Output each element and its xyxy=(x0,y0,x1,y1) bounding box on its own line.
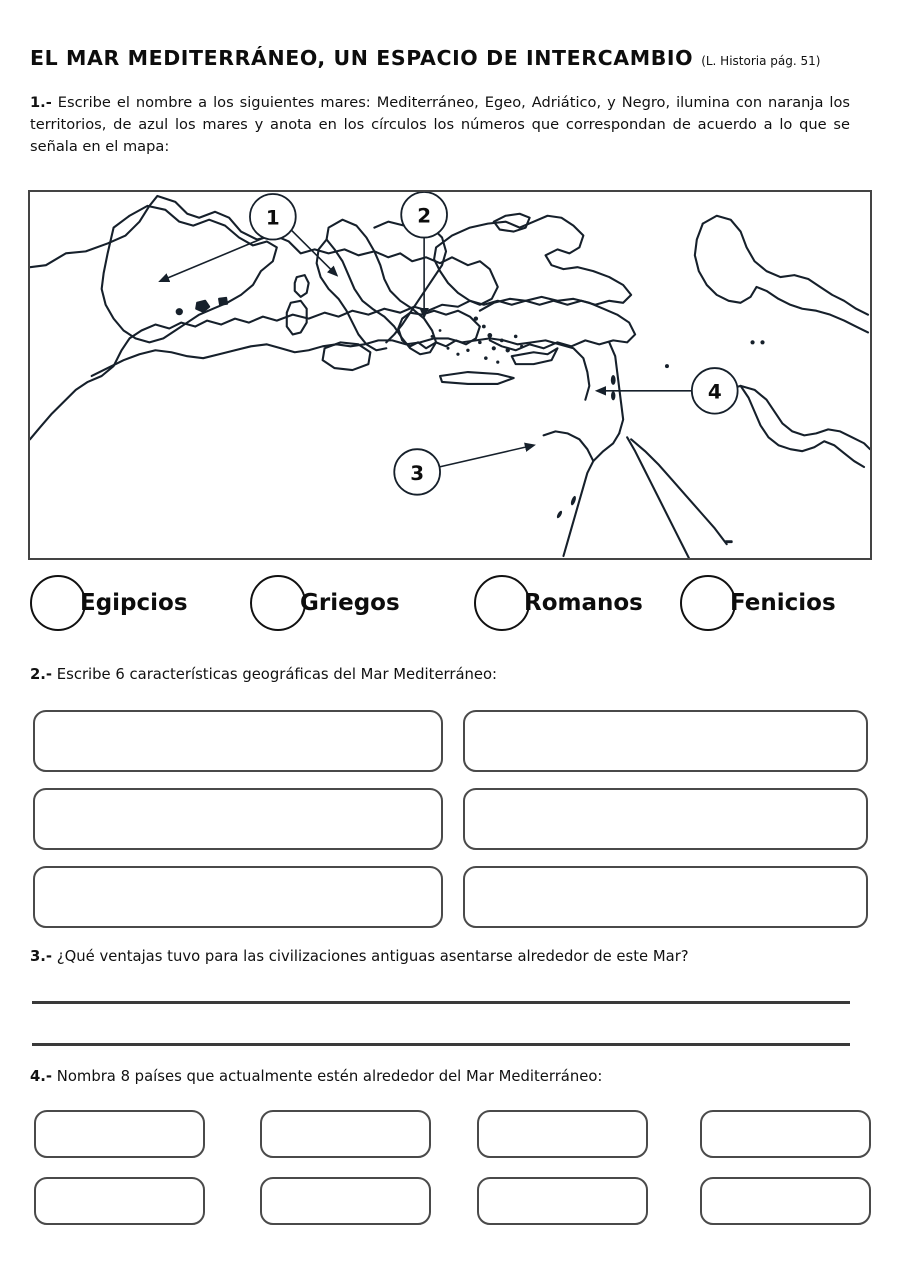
coast-redsea-east xyxy=(631,439,727,544)
coast-greece xyxy=(398,311,480,349)
question-2-prompt xyxy=(30,666,497,683)
question-4-answer-box-4[interactable] xyxy=(700,1110,871,1158)
question-4-answer-box-5[interactable] xyxy=(34,1177,205,1225)
page-title-main: EL MAR MEDITERRÁNEO, UN ESPACIO DE INTERCAMBIO xyxy=(30,46,694,70)
legend-circle-egipcios[interactable] xyxy=(30,575,86,631)
question-2-answer-box-5[interactable] xyxy=(33,866,443,928)
question-1-number: 1.- xyxy=(30,94,52,111)
question-3-answer-line-2[interactable] xyxy=(32,1043,850,1046)
island-crete xyxy=(440,372,514,384)
question-3-answer-line-1[interactable] xyxy=(32,1001,850,1004)
legend-label-egipcios: Egipcios xyxy=(80,590,188,616)
island-cyprus xyxy=(512,348,558,364)
mediterranean-map[interactable] xyxy=(28,190,872,560)
islands-levant xyxy=(611,375,616,400)
question-2-answer-box-1[interactable] xyxy=(33,710,443,772)
map-callout-3[interactable] xyxy=(394,445,533,494)
question-4-answer-box-2[interactable] xyxy=(260,1110,431,1158)
page-title xyxy=(30,46,880,70)
question-2-number: 2.- xyxy=(30,666,53,683)
question-3-text: ¿Qué ventajas tuvo para las civilizaciones antiguas asentarse alrededor de este Mar? xyxy=(56,948,689,965)
question-2-text: Escribe 6 características geográficas del Mar Mediterráneo: xyxy=(56,666,498,683)
question-4-prompt xyxy=(30,1068,602,1085)
question-1-text: Escribe el nombre a los siguientes mares: Mediterráneo, Egeo, Adriático, y Negro, ilumina con naranja los territorios, de azul los mares y anota en los círculos los números que correspondan de acuerdo a lo que se señala en el mapa: xyxy=(30,94,850,156)
legend-circle-romanos[interactable] xyxy=(474,575,530,631)
coast-persian-gulf xyxy=(741,386,864,467)
question-4-number: 4.- xyxy=(30,1068,53,1085)
page-title-reference: (L. Historia pág. 51) xyxy=(701,54,821,68)
island-balearic-1 xyxy=(177,309,182,314)
coast-black-sea xyxy=(434,216,631,305)
coast-anatolia xyxy=(480,297,635,350)
coast-nile-delta xyxy=(544,431,594,461)
map-callout-3-label: 3 xyxy=(410,461,425,485)
question-2-answer-box-2[interactable] xyxy=(463,710,868,772)
civilization-legend xyxy=(30,572,875,634)
map-callout-1[interactable] xyxy=(160,194,336,281)
coast-italy xyxy=(327,220,436,355)
islands-egypt xyxy=(556,495,577,519)
question-4-answer-box-3[interactable] xyxy=(477,1110,648,1158)
legend-label-fenicios: Fenicios xyxy=(730,590,836,616)
map-callout-4-label: 4 xyxy=(707,380,722,404)
question-2-answer-box-3[interactable] xyxy=(33,788,443,850)
map-callout-2[interactable] xyxy=(401,192,447,317)
island-balearic-2 xyxy=(196,301,209,312)
coast-sinai-east xyxy=(627,437,689,558)
question-2-answer-box-6[interactable] xyxy=(463,866,868,928)
map-callout-2-label: 2 xyxy=(417,204,432,228)
question-1-prompt xyxy=(30,92,850,159)
question-4-text: Nombra 8 países que actualmente estén alrededor del Mar Mediterráneo: xyxy=(56,1068,603,1085)
question-4-answer-box-6[interactable] xyxy=(260,1177,431,1225)
legend-circle-fenicios[interactable] xyxy=(680,575,736,631)
question-3-number: 3.- xyxy=(30,948,53,965)
legend-item-egipcios[interactable] xyxy=(30,572,188,634)
island-balearic-3 xyxy=(219,298,227,305)
coast-sinai-redsea xyxy=(563,433,619,556)
question-4-answer-box-1[interactable] xyxy=(34,1110,205,1158)
legend-item-griegos[interactable] xyxy=(250,572,400,634)
question-3-prompt xyxy=(30,948,689,965)
question-4-answer-box-7[interactable] xyxy=(477,1177,648,1225)
island-corsica xyxy=(295,275,309,297)
legend-item-fenicios[interactable] xyxy=(680,572,836,634)
coast-levant xyxy=(609,342,623,433)
map-callout-1-label: 1 xyxy=(265,206,280,230)
coast-caspian-west xyxy=(695,224,868,333)
legend-circle-griegos[interactable] xyxy=(250,575,306,631)
question-4-answer-box-8[interactable] xyxy=(700,1177,871,1225)
legend-item-romanos[interactable] xyxy=(474,572,643,634)
legend-label-griegos: Griegos xyxy=(300,590,400,616)
question-2-answer-box-4[interactable] xyxy=(463,788,868,850)
legend-label-romanos: Romanos xyxy=(524,590,643,616)
